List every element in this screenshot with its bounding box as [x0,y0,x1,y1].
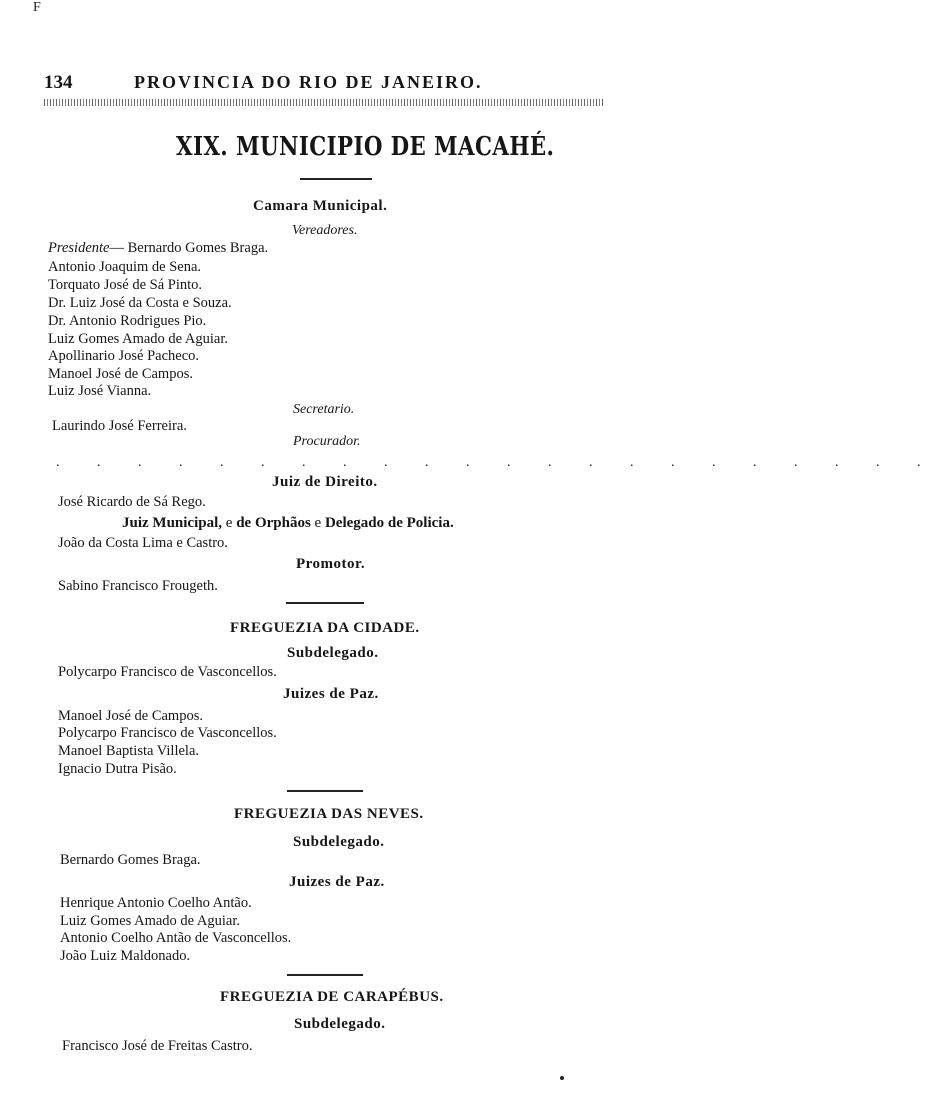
vereador-item: Antonio Joaquim de Sena. [48,259,202,275]
divider-rule [300,178,372,180]
juiz-municipal-heading [122,515,454,532]
juiz-paz-item: Luiz Gomes Amado de Aguiar. [60,913,241,929]
ink-speck [560,1076,564,1080]
presidente-name: — Bernardo Gomes Braga. [109,240,269,256]
juiz-paz-item: Manoel Baptista Villela. [58,743,200,759]
freguezia-heading: FREGUEZIA DE CARAPÉBUS. [220,989,444,1005]
vereadores-label: Vereadores. [292,223,358,238]
secretario-name: Laurindo José Ferreira. [52,418,187,434]
divider-rule [287,790,363,792]
page-number: 134 [44,72,73,93]
subdelegado-name: Polycarpo Francisco de Vasconcellos. [58,664,277,680]
juiz-municipal-name: João da Costa Lima e Castro. [58,535,228,551]
camara-heading: Camara Municipal. [253,198,388,214]
juiz-direito-heading: Juiz de Direito. [272,474,378,490]
vereador-item: Manoel José de Campos. [48,366,193,382]
juizes-paz-label: Juizes de Paz. [283,686,379,702]
vereador-item: Torquato José de Sá Pinto. [48,277,203,293]
juiz-municipal-conj: e [225,515,233,531]
juiz-paz-item: João Luiz Maldonado. [60,948,191,964]
juiz-municipal-part: de Orphãos [236,515,311,531]
freguezia-heading: FREGUEZIA DAS NEVES. [234,806,424,822]
subdelegado-label: Subdelegado. [294,1016,386,1032]
divider-rule [286,602,364,604]
subdelegado-label: Subdelegado. [287,645,379,661]
juiz-municipal-part: Juiz Municipal, [122,515,223,531]
juiz-paz-item: Manoel José de Campos. [58,708,203,724]
subdelegado-name: Francisco José de Freitas Castro. [62,1038,253,1054]
juiz-municipal-part: Delegado de Policia. [324,515,454,531]
juiz-paz-item: Polycarpo Francisco de Vasconcellos. [58,725,277,741]
chapter-title: XIX. MUNICIPIO DE MACAHÉ. [176,132,555,162]
juiz-paz-item: Antonio Coelho Antão de Vasconcellos. [60,930,292,946]
procurador-label: Procurador. [293,434,361,449]
juiz-paz-item: Henrique Antonio Coelho Antão. [60,895,252,911]
subdelegado-label: Subdelegado. [293,834,385,850]
vereador-item: Apollinario José Pacheco. [48,348,200,364]
ornamental-rule [44,99,604,106]
freguezia-heading: FREGUEZIA DA CIDADE. [230,620,420,636]
divider-rule [287,974,363,976]
vereador-item: Luiz Gomes Amado de Aguiar. [48,331,229,347]
promotor-name: Sabino Francisco Frougeth. [58,578,218,594]
procurador-dots: . . . . . . . . . . . . . . . . . . . . . . [56,455,938,470]
vereador-item: Dr. Luiz José da Costa e Souza. [48,295,232,311]
running-head: PROVINCIA DO RIO DE JANEIRO. [134,72,483,92]
secretario-label: Secretario. [293,402,355,417]
juiz-direito-name: José Ricardo de Sá Rego. [58,494,206,510]
vereador-item: Dr. Antonio Rodrigues Pio. [48,313,207,329]
corner-mark: F [33,0,41,15]
subdelegado-name: Bernardo Gomes Braga. [60,852,201,868]
promotor-heading: Promotor. [296,556,366,572]
juizes-paz-label: Juizes de Paz. [289,874,385,890]
vereador-item: Luiz José Vianna. [48,383,152,399]
presidente-line [48,240,268,257]
presidente-label: Presidente [48,240,110,256]
juiz-paz-item: Ignacio Dutra Pisão. [58,761,177,777]
juiz-municipal-conj: e [314,515,322,531]
